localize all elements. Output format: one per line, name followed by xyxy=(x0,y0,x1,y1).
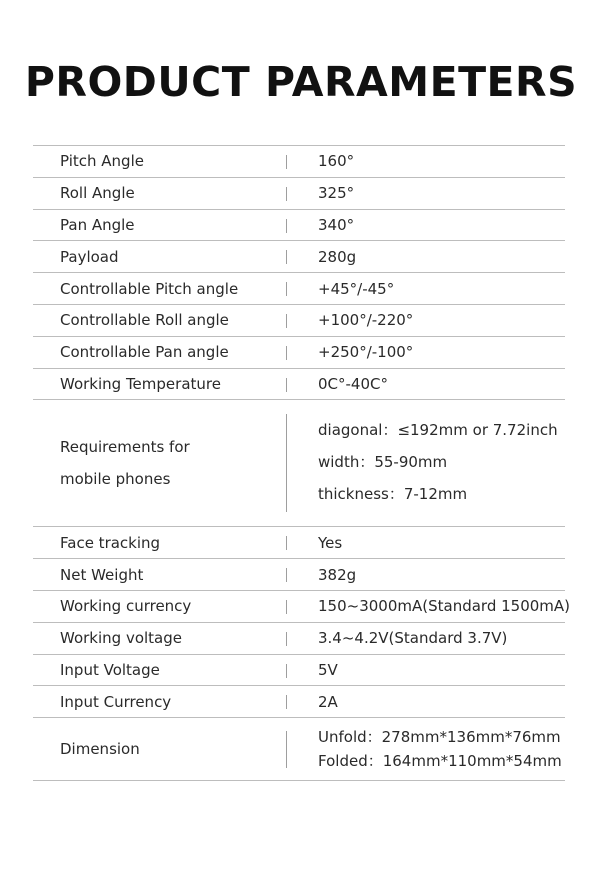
column-divider xyxy=(286,282,287,296)
param-label: Controllable Pitch angle xyxy=(60,279,239,298)
param-label: Working Temperature xyxy=(60,374,221,393)
folded-value: Folded：164mm*110mm*54mm xyxy=(318,752,562,771)
param-value: 280g xyxy=(318,247,357,266)
param-label: Face tracking xyxy=(60,533,161,552)
param-value: +45°/-45° xyxy=(318,279,395,298)
diagonal-value: diagonal：≤192mm or 7.72inch xyxy=(318,421,558,440)
thickness-value: thickness：7-12mm xyxy=(318,485,468,504)
param-value: 382g xyxy=(318,565,357,584)
column-divider xyxy=(286,414,287,512)
param-value: 2A xyxy=(318,692,338,711)
table-row xyxy=(33,305,565,337)
param-value: 160° xyxy=(318,152,355,171)
table-row xyxy=(33,273,565,305)
parameters-table xyxy=(33,145,571,781)
column-divider xyxy=(286,695,287,709)
unfold-value: Unfold：278mm*136mm*76mm xyxy=(318,728,561,747)
dimension-row xyxy=(33,718,565,781)
param-label: Roll Angle xyxy=(60,184,135,203)
column-divider xyxy=(286,731,287,768)
table-row xyxy=(33,146,565,178)
column-divider xyxy=(286,378,287,392)
param-label: Working voltage xyxy=(60,629,182,648)
param-label: Pitch Angle xyxy=(60,152,144,171)
param-value: 150~3000mA(Standard 1500mA) xyxy=(318,597,571,616)
column-divider xyxy=(286,155,287,169)
table-row xyxy=(33,241,565,273)
table-row xyxy=(33,210,565,242)
dimension-values xyxy=(318,725,562,773)
label-line: mobile phones xyxy=(60,470,171,489)
column-divider xyxy=(286,536,287,550)
label-line: Requirements for xyxy=(60,438,190,457)
table-row xyxy=(33,178,565,210)
page-title: PRODUCT PARAMETERS xyxy=(24,58,578,106)
phone-requirements-values xyxy=(318,414,558,510)
table-row xyxy=(33,686,565,718)
column-divider xyxy=(286,187,287,201)
table-row xyxy=(33,527,565,559)
phone-requirements-label xyxy=(60,431,190,495)
param-label: Controllable Pan angle xyxy=(60,343,229,362)
table-row xyxy=(33,559,565,591)
column-divider xyxy=(286,219,287,233)
table-row xyxy=(33,623,565,655)
param-value: 340° xyxy=(318,215,355,234)
table-row xyxy=(33,369,565,401)
column-divider xyxy=(286,664,287,678)
param-value: +250°/-100° xyxy=(318,343,414,362)
param-label: Pan Angle xyxy=(60,215,135,234)
param-label: Controllable Roll angle xyxy=(60,311,229,330)
column-divider xyxy=(286,632,287,646)
table-row xyxy=(33,337,565,369)
column-divider xyxy=(286,314,287,328)
param-value: 3.4~4.2V(Standard 3.7V) xyxy=(318,629,508,648)
column-divider xyxy=(286,250,287,264)
phone-requirements-row xyxy=(33,400,565,527)
param-value: 0C°-40C° xyxy=(318,374,388,393)
width-value: width：55-90mm xyxy=(318,453,448,472)
param-label: Payload xyxy=(60,247,119,266)
param-label: Net Weight xyxy=(60,565,144,584)
column-divider xyxy=(286,568,287,582)
table-row xyxy=(33,655,565,687)
column-divider xyxy=(286,346,287,360)
param-value: 5V xyxy=(318,660,338,679)
param-label: Working currency xyxy=(60,597,192,616)
column-divider xyxy=(286,600,287,614)
table-row xyxy=(33,591,571,623)
param-value: Yes xyxy=(318,533,343,552)
param-value: +100°/-220° xyxy=(318,311,414,330)
dimension-label: Dimension xyxy=(60,740,140,759)
param-label: Input Currency xyxy=(60,692,172,711)
param-value: 325° xyxy=(318,184,355,203)
param-label: Input Voltage xyxy=(60,660,160,679)
